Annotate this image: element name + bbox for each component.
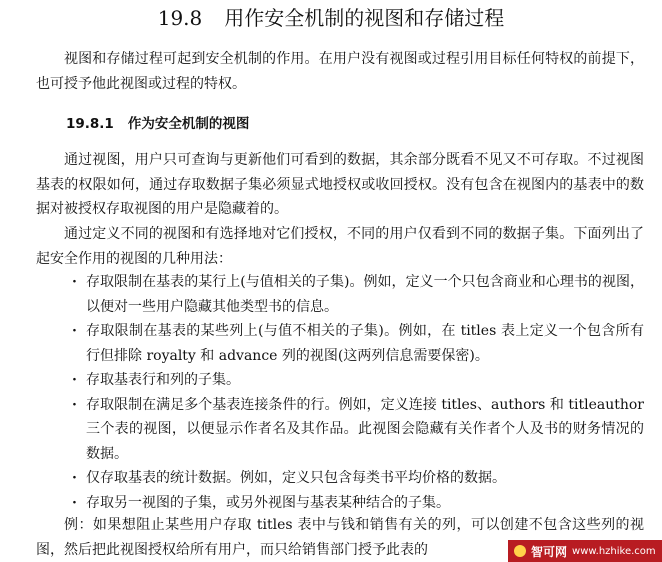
site-watermark: [508, 540, 662, 562]
bullet-icon: ·: [72, 323, 77, 339]
list-item: · 仅存取基表的统计数据。例如，定义只包含每类书平均价格的数据。: [70, 466, 644, 491]
paragraph-view-access: 通过视图，用户只可查询与更新他们可看到的数据，其余部分既看不见又不可存取。不过视图基表的权限如何，通过存取数据子集必须显式地授权或收回授权。没有包含在视图内的基表中的数据对被授权存取视图的用户是隐藏着的。: [36, 152, 644, 217]
bullet-icon: ·: [72, 372, 77, 388]
watermark-url: www.hzhike.com: [572, 545, 656, 557]
list-item: · 存取另一视图的子集，或另外视图与基表某种结合的子集。: [70, 491, 644, 516]
subsection-heading: [66, 112, 249, 132]
bullet-icon: ·: [72, 396, 77, 413]
section-number: 19.8: [157, 6, 203, 30]
watermark-logo-icon: [514, 545, 526, 557]
usage-bullet-list: [70, 270, 644, 515]
bullet-icon: ·: [72, 470, 77, 486]
paragraph-example: 例：如果想阻止某些用户存取 titles 表中与钱和销售有关的列，可以创建不包含这些列的视图，然后把此视图授权给所有用户，而只给销售部门授予此表的: [36, 517, 644, 558]
bullet-icon: ·: [72, 494, 77, 511]
list-item: · 存取限制在满足多个基表连接条件的行。例如，定义连接 titles、authors 和 titleauthor 三个表的视图，以便显示作者名及其作品。此视图会隐藏有关作者个人及书的财务情况的数据。: [70, 393, 644, 467]
subsection-number: 19.8.1: [66, 116, 114, 132]
section-heading: [0, 6, 662, 30]
bullet-icon: ·: [72, 274, 77, 290]
paragraph-view-usages: 通过定义不同的视图和有选择地对它们授权，不同的用户仅看到不同的数据子集。下面列出了起安全作用的视图的几种用法：: [36, 226, 644, 267]
list-item: · 存取基表行和列的子集。: [70, 368, 644, 393]
list-item: · 存取限制在基表的某行上(与值相关的子集)。例如，定义一个只包含商业和心理书的视图，以便对一些用户隐藏其他类型书的信息。: [70, 270, 644, 319]
section-title: 用作安全机制的视图和存储过程: [224, 6, 505, 30]
list-item: · 存取限制在基表的某些列上(与值不相关的子集)。例如，在 titles 表上定义一个包含所有行但排除 royalty 和 advance 列的视图(这两列信息需要保密)。: [70, 319, 644, 368]
intro-paragraph: 视图和存储过程可起到安全机制的作用。在用户没有视图或过程引用目标任何特权的前提下，也可授予他此视图或过程的特权。: [36, 51, 644, 92]
subsection-title: 作为安全机制的视图: [127, 116, 250, 132]
watermark-site-name: 智可网: [531, 544, 568, 559]
